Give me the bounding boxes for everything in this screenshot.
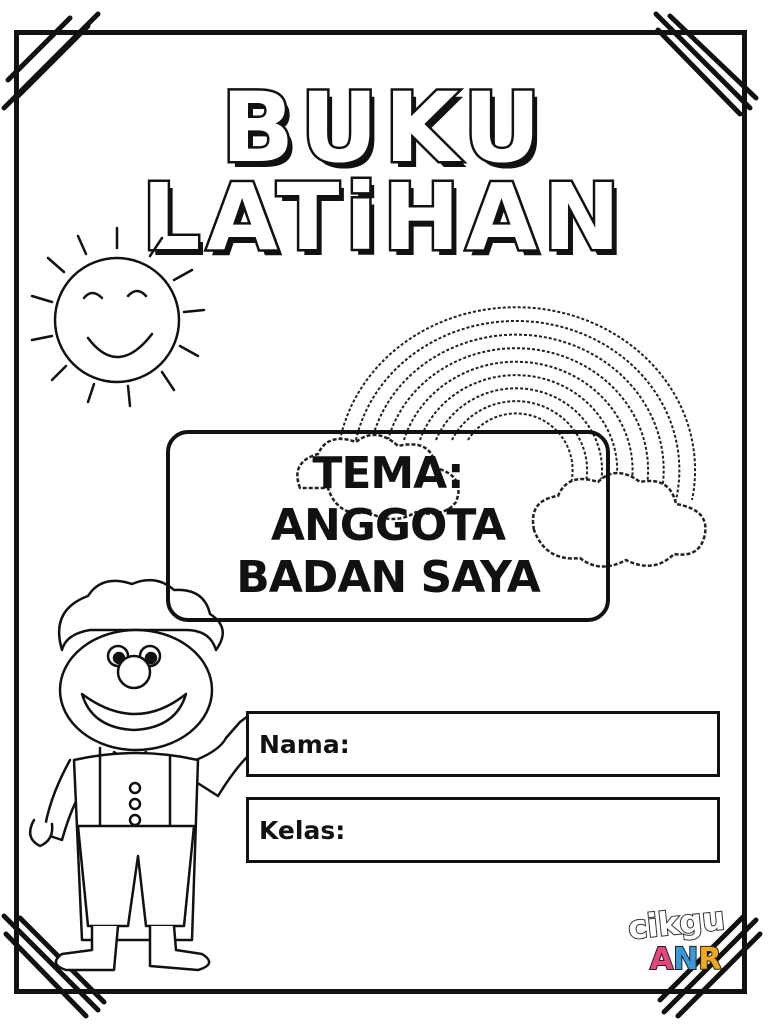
logo-letter-r: R — [698, 942, 722, 977]
theme-line-3: BADAN SAYA — [236, 552, 540, 603]
cikgu-anr-logo — [626, 898, 744, 986]
logo-letter-n: N — [673, 942, 699, 977]
logo-line-1: cikgu — [626, 899, 727, 947]
logo-letter-a: A — [650, 942, 674, 977]
theme-line-2: ANGGOTA — [270, 500, 506, 551]
class-field[interactable] — [246, 797, 720, 863]
logo-line-2 — [650, 942, 721, 977]
clown-boy-illustration — [30, 580, 253, 970]
theme-label: TEMA: — [312, 448, 464, 499]
name-field[interactable] — [246, 711, 720, 777]
class-label: Kelas: — [259, 816, 346, 845]
sun-icon — [32, 228, 204, 406]
title-line-2: LATiHAN — [141, 164, 627, 271]
theme-text — [166, 448, 610, 604]
title-line-1: BUKU — [221, 72, 547, 184]
name-label: Nama: — [259, 730, 350, 759]
